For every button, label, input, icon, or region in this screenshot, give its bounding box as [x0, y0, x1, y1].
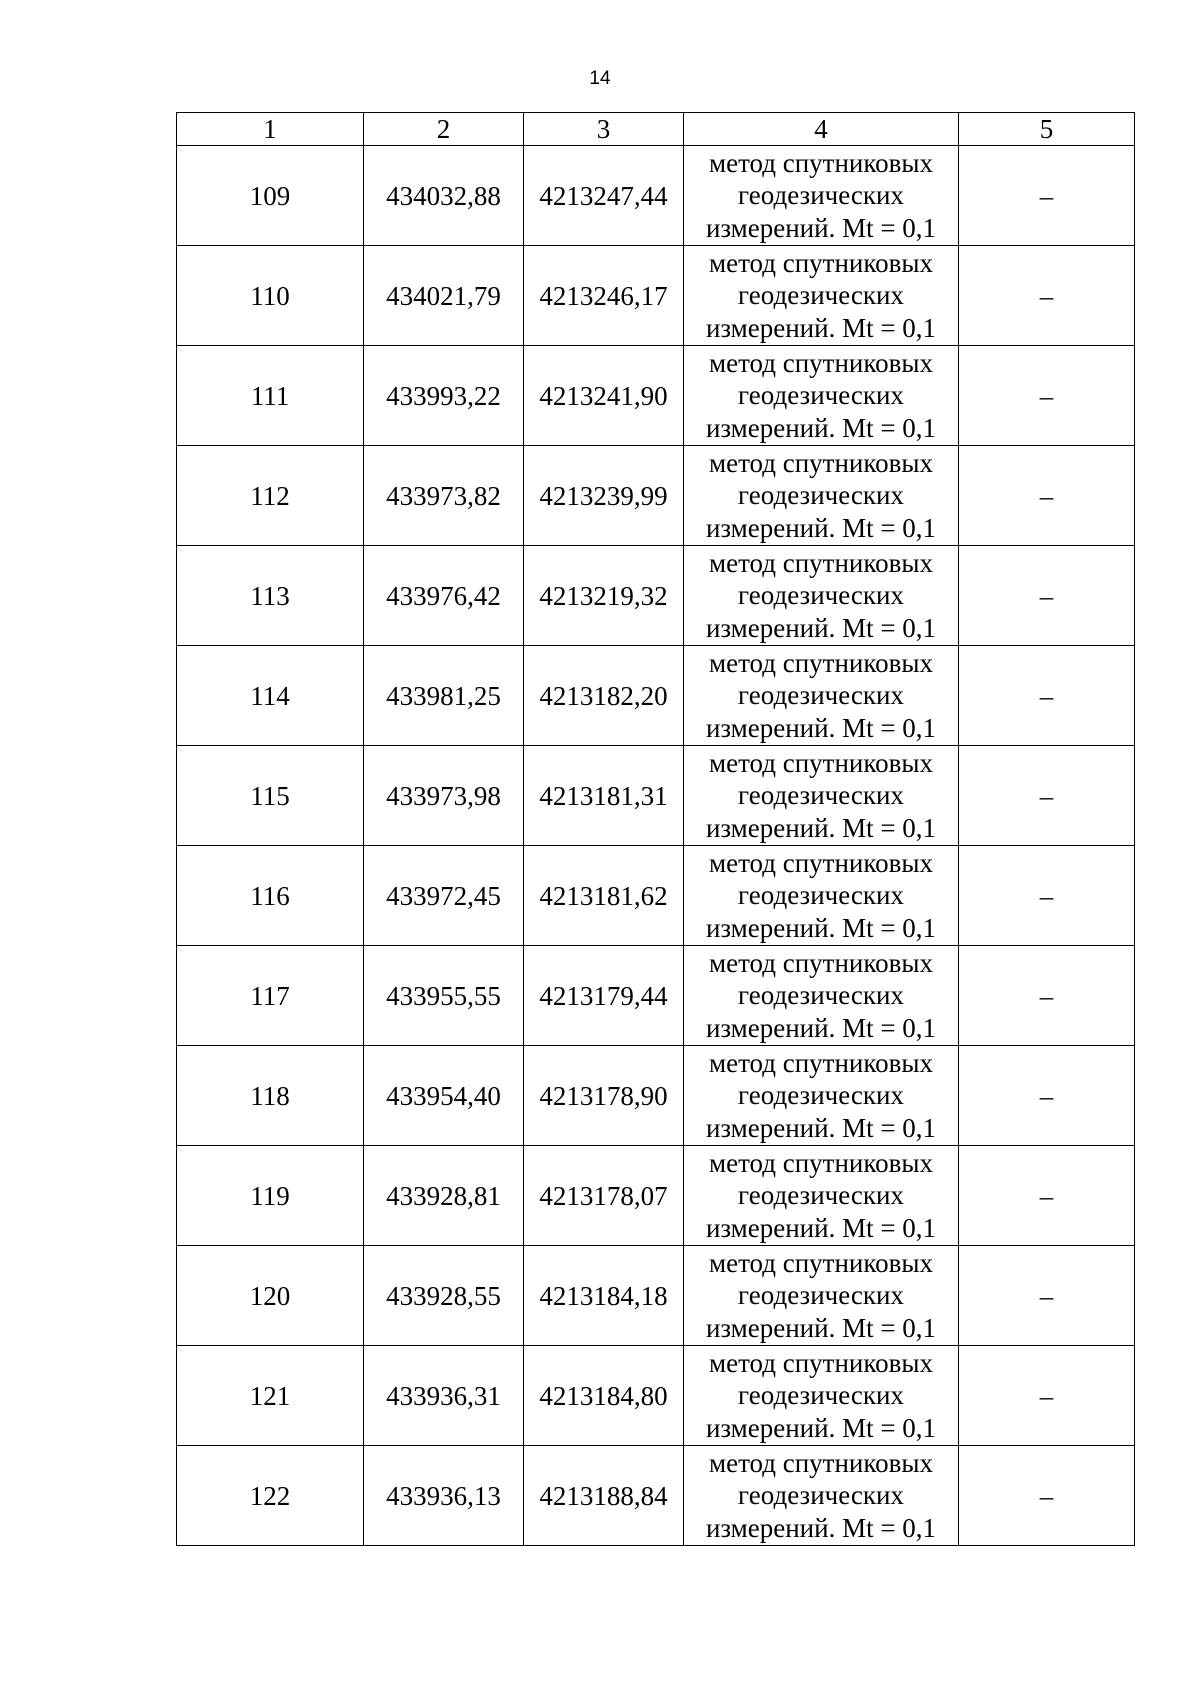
- table-row: [177, 1246, 1135, 1346]
- method-line-2: геодезических: [738, 180, 904, 211]
- point-number-cell: 114: [177, 646, 364, 746]
- method-line-1: метод спутниковых: [709, 747, 933, 778]
- method-cell: [684, 1246, 959, 1346]
- table-row: [177, 646, 1135, 746]
- table-row: [177, 846, 1135, 946]
- method-line-3: измерений. Mt = 0,1: [705, 1412, 937, 1443]
- method-line-1: метод спутниковых: [709, 1247, 933, 1278]
- method-line-3: измерений. Mt = 0,1: [705, 1312, 937, 1343]
- table-row: [177, 746, 1135, 846]
- method-line-2: геодезических: [738, 980, 904, 1011]
- x-coordinate-cell: 433973,82: [364, 446, 524, 546]
- method-line-3: измерений. Mt = 0,1: [705, 612, 937, 643]
- y-coordinate-cell: 4213246,17: [524, 246, 684, 346]
- method-line-2: геодезических: [738, 1480, 904, 1511]
- method-line-3: измерений. Mt = 0,1: [705, 712, 937, 743]
- x-coordinate-cell: 433993,22: [364, 346, 524, 446]
- y-coordinate-cell: 4213188,84: [524, 1446, 684, 1546]
- x-coordinate-cell: 434032,88: [364, 146, 524, 246]
- method-line-3: измерений. Mt = 0,1: [705, 1512, 937, 1543]
- method-line-1: метод спутниковых: [709, 947, 933, 978]
- point-number-cell: 109: [177, 146, 364, 246]
- method-line-1: метод спутниковых: [709, 1047, 933, 1078]
- x-coordinate-cell: 433954,40: [364, 1046, 524, 1146]
- method-line-1: метод спутниковых: [709, 1147, 933, 1178]
- note-cell: –: [959, 1346, 1135, 1446]
- method-line-3: измерений. Mt = 0,1: [705, 1212, 937, 1243]
- note-cell: –: [959, 646, 1135, 746]
- method-line-3: измерений. Mt = 0,1: [705, 1012, 937, 1043]
- method-line-2: геодезических: [738, 1080, 904, 1111]
- method-line-2: геодезических: [738, 880, 904, 911]
- page-number: 14: [589, 68, 611, 89]
- note-cell: –: [959, 1046, 1135, 1146]
- method-line-2: геодезических: [738, 680, 904, 711]
- coordinates-table: [176, 112, 1135, 1546]
- x-coordinate-cell: 433955,55: [364, 946, 524, 1046]
- method-line-2: геодезических: [738, 380, 904, 411]
- note-cell: –: [959, 546, 1135, 646]
- method-cell: [684, 1446, 959, 1546]
- method-line-2: геодезических: [738, 780, 904, 811]
- header-cell-1: 1: [177, 113, 364, 146]
- y-coordinate-cell: 4213184,80: [524, 1346, 684, 1446]
- point-number-cell: 118: [177, 1046, 364, 1146]
- point-number-cell: 115: [177, 746, 364, 846]
- y-coordinate-cell: 4213241,90: [524, 346, 684, 446]
- point-number-cell: 122: [177, 1446, 364, 1546]
- point-number-cell: 117: [177, 946, 364, 1046]
- note-cell: –: [959, 1246, 1135, 1346]
- point-number-cell: 110: [177, 246, 364, 346]
- method-line-3: измерений. Mt = 0,1: [705, 412, 937, 443]
- method-cell: [684, 1046, 959, 1146]
- table-row: [177, 346, 1135, 446]
- method-line-2: геодезических: [738, 1180, 904, 1211]
- method-cell: [684, 546, 959, 646]
- method-line-1: метод спутниковых: [709, 847, 933, 878]
- point-number-cell: 113: [177, 546, 364, 646]
- y-coordinate-cell: 4213178,07: [524, 1146, 684, 1246]
- note-cell: –: [959, 1146, 1135, 1246]
- note-cell: –: [959, 446, 1135, 546]
- method-cell: [684, 646, 959, 746]
- method-line-1: метод спутниковых: [709, 1347, 933, 1378]
- y-coordinate-cell: 4213178,90: [524, 1046, 684, 1146]
- table-row: [177, 1446, 1135, 1546]
- method-line-1: метод спутниковых: [709, 547, 933, 578]
- header-cell-3: 3: [524, 113, 684, 146]
- method-line-2: геодезических: [738, 1280, 904, 1311]
- note-cell: –: [959, 246, 1135, 346]
- table-header-row: [177, 113, 1135, 146]
- point-number-cell: 111: [177, 346, 364, 446]
- x-coordinate-cell: 434021,79: [364, 246, 524, 346]
- x-coordinate-cell: 433981,25: [364, 646, 524, 746]
- x-coordinate-cell: 433972,45: [364, 846, 524, 946]
- table-row: [177, 146, 1135, 246]
- note-cell: –: [959, 1446, 1135, 1546]
- method-cell: [684, 246, 959, 346]
- method-line-3: измерений. Mt = 0,1: [705, 512, 937, 543]
- x-coordinate-cell: 433973,98: [364, 746, 524, 846]
- header-cell-4: 4: [684, 113, 959, 146]
- point-number-cell: 112: [177, 446, 364, 546]
- method-cell: [684, 946, 959, 1046]
- y-coordinate-cell: 4213247,44: [524, 146, 684, 246]
- note-cell: –: [959, 346, 1135, 446]
- method-line-3: измерений. Mt = 0,1: [705, 912, 937, 943]
- x-coordinate-cell: 433928,55: [364, 1246, 524, 1346]
- point-number-cell: 119: [177, 1146, 364, 1246]
- x-coordinate-cell: 433936,31: [364, 1346, 524, 1446]
- point-number-cell: 120: [177, 1246, 364, 1346]
- y-coordinate-cell: 4213184,18: [524, 1246, 684, 1346]
- note-cell: –: [959, 746, 1135, 846]
- table-row: [177, 946, 1135, 1046]
- method-cell: [684, 1346, 959, 1446]
- table-row: [177, 246, 1135, 346]
- table-row: [177, 1146, 1135, 1246]
- point-number-cell: 116: [177, 846, 364, 946]
- note-cell: –: [959, 846, 1135, 946]
- method-line-3: измерений. Mt = 0,1: [705, 312, 937, 343]
- table-body: [177, 113, 1135, 1546]
- table-row: [177, 1046, 1135, 1146]
- method-line-2: геодезических: [738, 480, 904, 511]
- note-cell: –: [959, 946, 1135, 1046]
- method-line-3: измерений. Mt = 0,1: [705, 1112, 937, 1143]
- y-coordinate-cell: 4213219,32: [524, 546, 684, 646]
- method-line-2: геодезических: [738, 280, 904, 311]
- x-coordinate-cell: 433976,42: [364, 546, 524, 646]
- table-row: [177, 1346, 1135, 1446]
- y-coordinate-cell: 4213182,20: [524, 646, 684, 746]
- y-coordinate-cell: 4213239,99: [524, 446, 684, 546]
- header-cell-2: 2: [364, 113, 524, 146]
- method-cell: [684, 746, 959, 846]
- y-coordinate-cell: 4213179,44: [524, 946, 684, 1046]
- method-line-2: геодезических: [738, 580, 904, 611]
- method-line-1: метод спутниковых: [709, 647, 933, 678]
- method-line-2: геодезических: [738, 1380, 904, 1411]
- method-cell: [684, 146, 959, 246]
- note-cell: –: [959, 146, 1135, 246]
- x-coordinate-cell: 433936,13: [364, 1446, 524, 1546]
- method-cell: [684, 346, 959, 446]
- y-coordinate-cell: 4213181,31: [524, 746, 684, 846]
- method-line-1: метод спутниковых: [709, 347, 933, 378]
- table-row: [177, 546, 1135, 646]
- x-coordinate-cell: 433928,81: [364, 1146, 524, 1246]
- method-line-1: метод спутниковых: [709, 447, 933, 478]
- method-line-1: метод спутниковых: [709, 1447, 933, 1478]
- method-line-1: метод спутниковых: [709, 247, 933, 278]
- method-line-1: метод спутниковых: [709, 147, 933, 178]
- method-cell: [684, 846, 959, 946]
- table-row: [177, 446, 1135, 546]
- header-cell-5: 5: [959, 113, 1135, 146]
- method-cell: [684, 1146, 959, 1246]
- method-cell: [684, 446, 959, 546]
- point-number-cell: 121: [177, 1346, 364, 1446]
- method-line-3: измерений. Mt = 0,1: [705, 812, 937, 843]
- method-line-3: измерений. Mt = 0,1: [705, 212, 937, 243]
- y-coordinate-cell: 4213181,62: [524, 846, 684, 946]
